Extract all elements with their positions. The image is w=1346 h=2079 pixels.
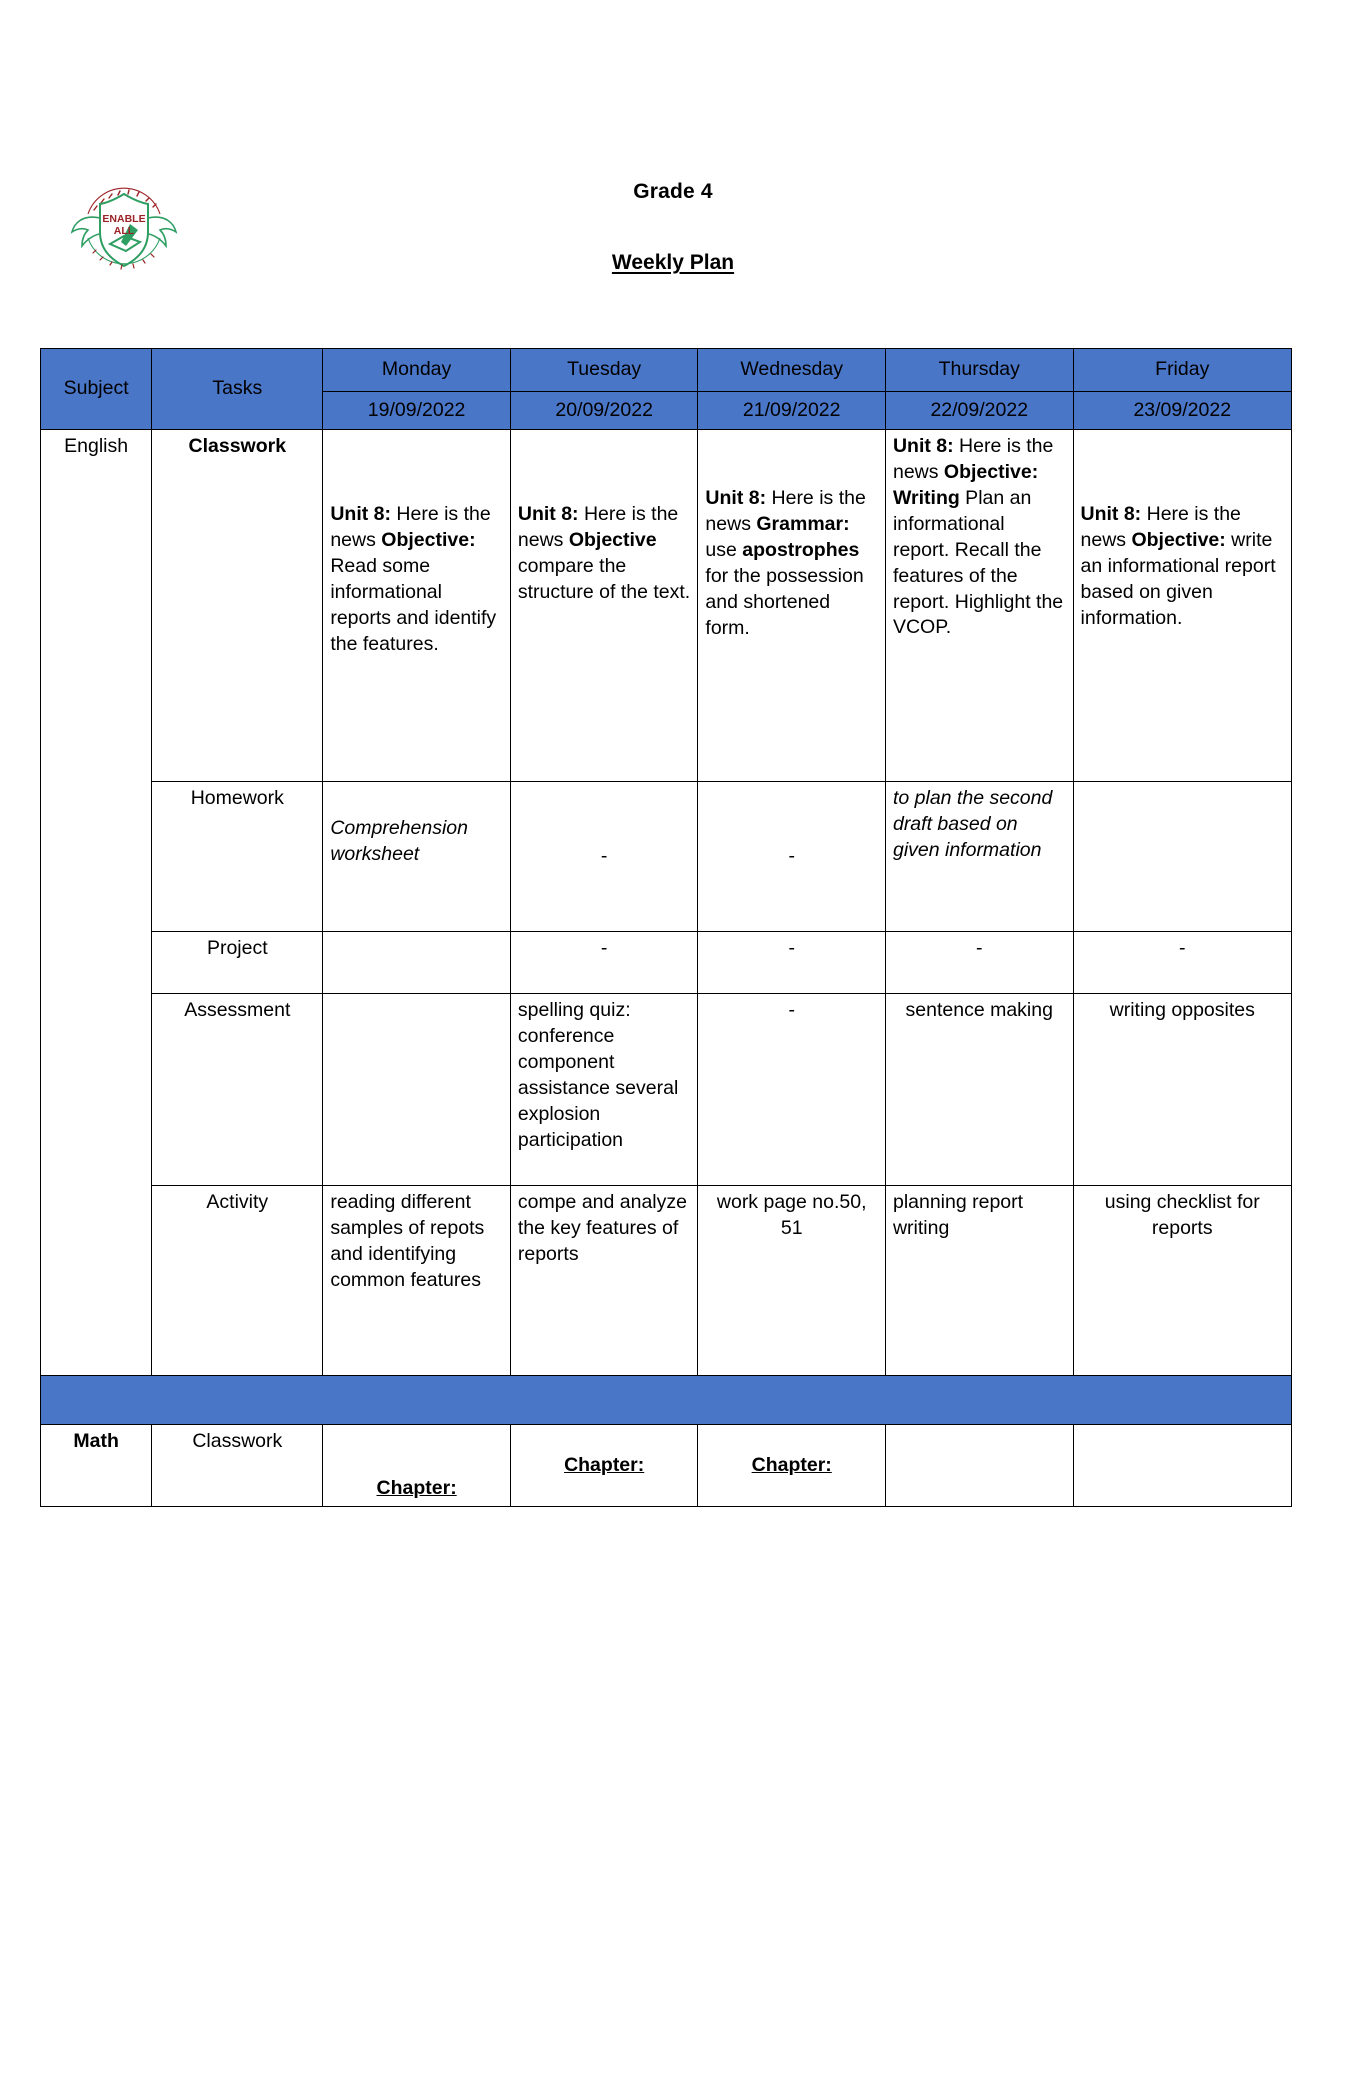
header-date-tuesday: 20/09/2022 — [510, 392, 698, 430]
cell-assessment-monday — [323, 994, 511, 1186]
objective-text: Read some informational reports and identify the features. — [330, 554, 497, 655]
row-english-activity — [41, 1186, 1292, 1376]
unit-label: Unit 8: — [705, 487, 767, 509]
homework-monday-text: Comprehension worksheet — [330, 817, 468, 865]
cell-homework-wednesday: - — [698, 782, 886, 932]
cell-homework-monday — [323, 782, 511, 932]
header-tasks: Tasks — [152, 349, 323, 430]
grammar-text: use — [705, 538, 743, 561]
header-date-thursday: 22/09/2022 — [885, 392, 1073, 430]
row-english-homework — [41, 782, 1292, 932]
unit-label: Unit 8: — [1080, 503, 1142, 525]
task-label-homework: Homework — [152, 782, 323, 932]
grammar-tail: for the possession and shortened form. — [705, 564, 864, 639]
cell-homework-friday — [1073, 782, 1291, 932]
cell-classwork-wednesday — [698, 430, 886, 782]
weekly-plan-page — [0, 178, 1346, 2079]
cell-activity-friday: using checklist for reports — [1073, 1186, 1291, 1376]
objective-text: Plan an informational report. Recall the features of the report. Highlight the VCOP. — [892, 486, 1064, 639]
subject-math: Math — [41, 1425, 152, 1507]
objective-label: Objective: — [381, 528, 476, 551]
table-header-row-days — [41, 349, 1292, 392]
unit-text: Here is the news — [517, 503, 679, 551]
cell-activity-wednesday: work page no.50, 51 — [698, 1186, 886, 1376]
weekly-plan-table — [40, 348, 1292, 1507]
header-day-friday: Friday — [1073, 349, 1291, 392]
task-label-math-classwork: Classwork — [152, 1425, 323, 1507]
cell-project-tuesday: - — [510, 932, 698, 994]
task-label-classwork: Classwork — [152, 430, 323, 782]
header-day-thursday: Thursday — [885, 349, 1073, 392]
task-label-project: Project — [152, 932, 323, 994]
chapter-label-wednesday: Chapter: — [751, 1453, 832, 1476]
cell-project-monday — [323, 932, 511, 994]
separator-cell — [41, 1376, 1292, 1425]
document-header — [0, 178, 1346, 348]
objective-label: Objective: — [1131, 528, 1226, 551]
objective-label: Objective — [568, 528, 657, 551]
cell-classwork-thursday — [885, 430, 1073, 782]
unit-text: Here is the news — [892, 435, 1054, 483]
header-subject: Subject — [41, 349, 152, 430]
grammar-emphasis: apostrophes — [742, 538, 860, 561]
unit-label: Unit 8: — [330, 503, 391, 525]
task-label-assessment: Assessment — [152, 994, 323, 1186]
unit-text: Here is the news — [1080, 503, 1241, 551]
header-day-monday: Monday — [323, 349, 511, 392]
unit-text: Here is the news — [705, 487, 866, 535]
cell-math-thursday — [885, 1425, 1073, 1507]
header-day-wednesday: Wednesday — [698, 349, 886, 392]
row-english-classwork — [41, 430, 1292, 782]
unit-label: Unit 8: — [892, 435, 954, 457]
subject-english: English — [41, 430, 152, 1376]
row-math-classwork — [41, 1425, 1292, 1507]
section-separator-band — [41, 1376, 1292, 1425]
objective-text: write an informational report based on given information. — [1080, 528, 1276, 629]
unit-text: Here is the news — [330, 503, 491, 551]
row-english-assessment — [41, 994, 1292, 1186]
chapter-label-monday: Chapter: — [376, 1477, 457, 1500]
unit-label: Unit 8: — [517, 503, 579, 525]
cell-classwork-monday — [323, 430, 511, 782]
cell-assessment-friday: writing opposites — [1073, 994, 1291, 1186]
cell-math-friday — [1073, 1425, 1291, 1507]
cell-project-wednesday: - — [698, 932, 886, 994]
header-day-tuesday: Tuesday — [510, 349, 698, 392]
cell-homework-thursday: to plan the second draft based on given information — [885, 782, 1073, 932]
cell-activity-tuesday: compe and analyze the key features of reports — [510, 1186, 698, 1376]
cell-classwork-tuesday — [510, 430, 698, 782]
cell-assessment-thursday: sentence making — [885, 994, 1073, 1186]
cell-math-monday — [323, 1425, 511, 1507]
header-date-friday: 23/09/2022 — [1073, 392, 1291, 430]
logo-text-all: ALL — [113, 225, 135, 237]
header-date-monday: 19/09/2022 — [323, 392, 511, 430]
cell-assessment-tuesday: spelling quiz: conference component assistance several explosion participation — [510, 994, 698, 1186]
logo-text-enable: ENABLE — [102, 213, 146, 225]
row-english-project — [41, 932, 1292, 994]
cell-activity-monday: reading different samples of repots and identifying common features — [323, 1186, 511, 1376]
cell-project-friday: - — [1073, 932, 1291, 994]
cell-classwork-friday — [1073, 430, 1291, 782]
header-date-wednesday: 21/09/2022 — [698, 392, 886, 430]
cell-homework-tuesday: - — [510, 782, 698, 932]
grammar-label: Grammar: — [756, 512, 850, 535]
cell-math-tuesday — [510, 1425, 698, 1507]
cell-assessment-wednesday: - — [698, 994, 886, 1186]
cell-activity-thursday: planning report writing — [885, 1186, 1073, 1376]
page-subtitle: Weekly Plan — [611, 251, 735, 274]
task-label-activity: Activity — [152, 1186, 323, 1376]
page-title: Grade 4 — [633, 180, 713, 203]
objective-text: compare the structure of the text. — [517, 554, 691, 603]
chapter-label-tuesday: Chapter: — [564, 1453, 645, 1476]
cell-project-thursday: - — [885, 932, 1073, 994]
cell-math-wednesday — [698, 1425, 886, 1507]
objective-label: Objective: Writing — [892, 460, 1039, 509]
